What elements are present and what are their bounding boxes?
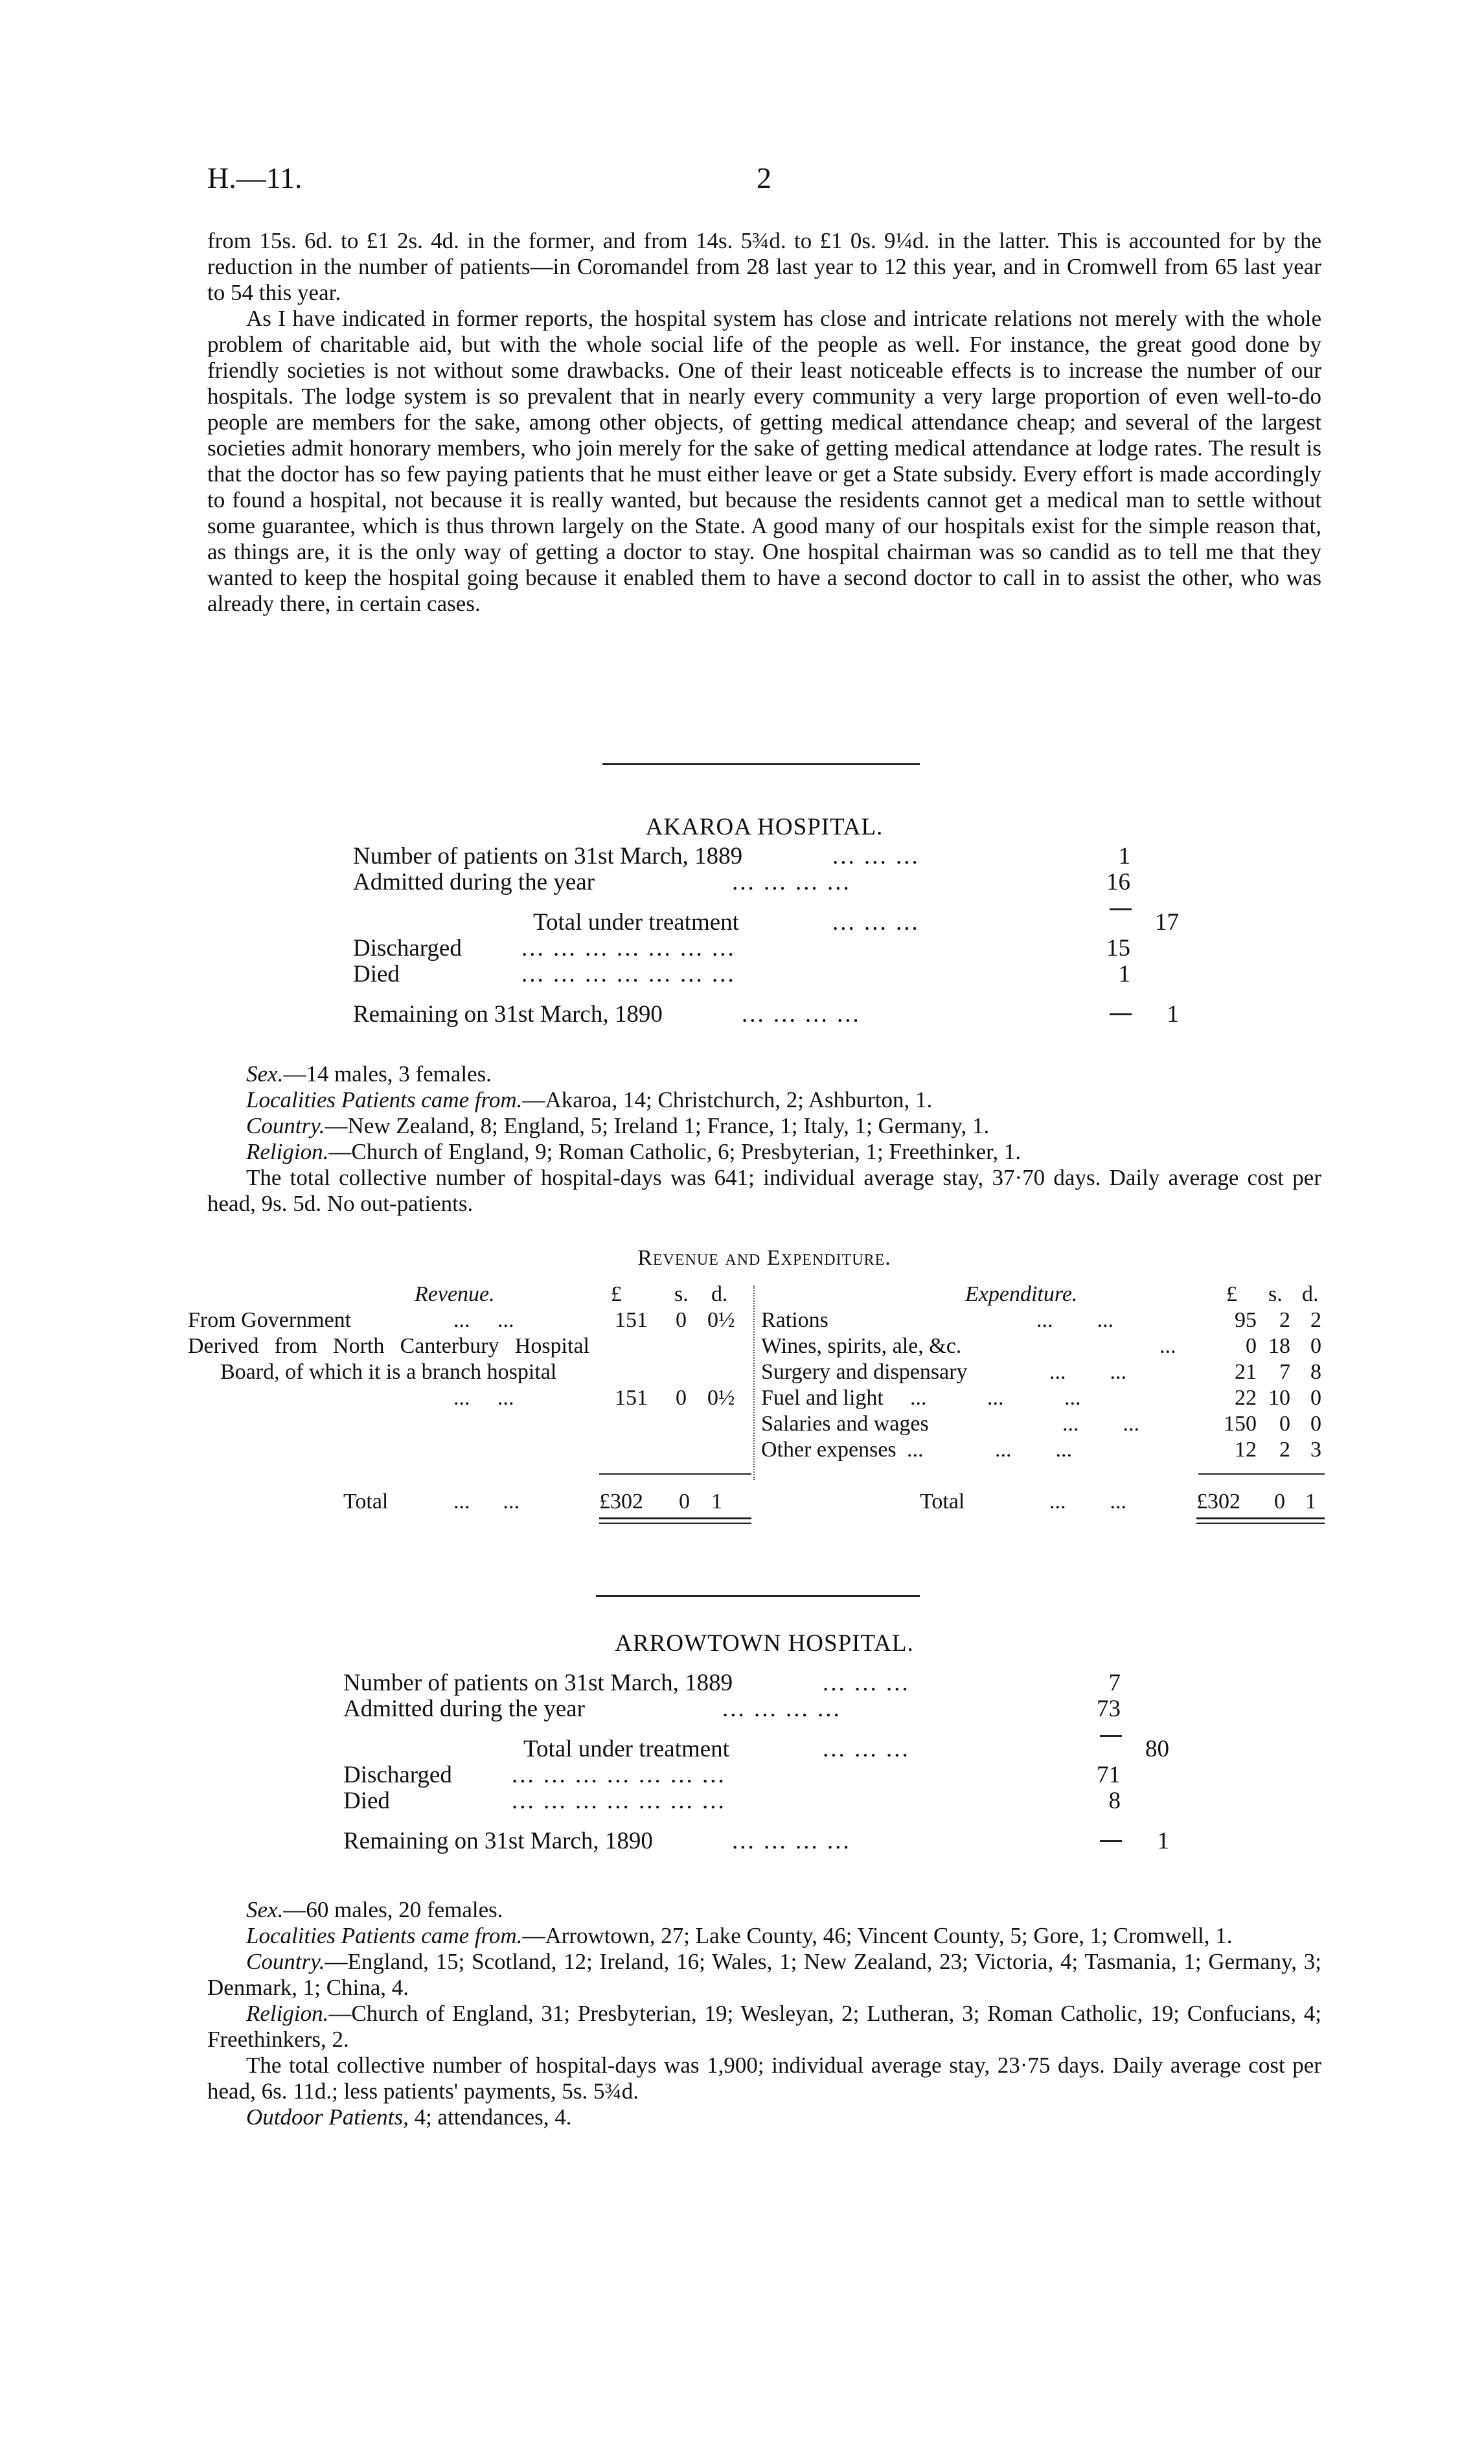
expenditure-heading: Expenditure.	[965, 1282, 1078, 1306]
note-country: Country.—New Zealand, 8; England, 5; Ireland 1; France, 1; Italy, 1; Germany, 1.	[246, 1113, 990, 1138]
stat-value: 17	[1155, 909, 1179, 936]
stat-row: Total under treatment ... ... ... 80	[523, 1736, 1169, 1762]
expenditure-pence: 2	[1310, 1308, 1321, 1332]
total-expenditure-pence: 1	[1305, 1490, 1316, 1514]
total-revenue-shillings: 0	[679, 1490, 690, 1514]
expenditure-pounds: 21	[1235, 1360, 1257, 1384]
revenue-pounds: 151	[615, 1308, 648, 1332]
stat-value: 8	[1108, 1788, 1121, 1814]
expenditure-shillings: 7	[1279, 1360, 1290, 1384]
stat-value: 80	[1145, 1736, 1169, 1762]
report-reference: H.—11.	[207, 161, 303, 194]
akaroa-notes	[207, 1061, 1321, 1217]
stat-value: 73	[1097, 1696, 1121, 1722]
note-summary: The total collective number of hospital-days was 641; individual average stay, 37·70 days. Daily average cost per head, 9s. 5d. No out-patients.	[207, 1165, 1321, 1216]
col-shillings: s.	[1268, 1282, 1283, 1306]
total-revenue-pounds: £302	[599, 1490, 643, 1514]
stat-value: 7	[1108, 1670, 1121, 1696]
revenue-label: Derived from North Canterbury Hospital Board, of which it is a branch hospital	[188, 1334, 589, 1384]
total-revenue-pence: 1	[711, 1490, 722, 1514]
note-religion: Religion.—Church of England, 9; Roman Catholic, 6; Presbyterian, 1; Freethinker, 1.	[246, 1139, 1022, 1164]
col-pounds: £	[611, 1282, 622, 1306]
stat-label: Number of patients on 31st March, 1889	[343, 1670, 733, 1696]
note-outdoor: Outdoor Patients, 4; attendances, 4.	[246, 2104, 572, 2130]
subtotal-rule	[599, 1473, 751, 1475]
stat-row: Discharged ... ... ... ... ... ... ... 15	[353, 935, 1130, 961]
intro-paragraph-2: As I have indicated in former reports, the hospital system has close and intricate relations not merely with the whole problem of charitable aid, but with the whole social life of the people as well. For instance, the great good done by friendly societies is not without some drawbacks. One of their least noticeable effects is to increase the number of our hospitals. The lodge system is so prevalent that in nearly every community a very large proportion of even well-to-do people are members for the sake, among other objects, of getting medical attendance cheap; and several of the largest societies admit honorary members, who join merely for the sake of getting medical attendance at lodge rates. The result is that the doctor has so few paying patients that he must either leave or get a State subsidy. Every effort is made accordingly to found a hospital, not because it is really wanted, but because the residents cannot get a medical man to settle without some guarantee, which is thus thrown largely on the State. A good many of our hospitals exist for the simple reason that, as things are, it is the only way of getting a doctor to stay. One hospital chairman was so candid as to tell me that they wanted to keep the hospital going because it enabled them to have a second doctor to call in to assist the other, who was already there, in certain cases.	[207, 306, 1321, 616]
expenditure-label: Wines, spirits, ale, &c.	[761, 1334, 962, 1358]
revenue-heading: Revenue.	[415, 1282, 495, 1306]
expenditure-pence: 3	[1310, 1438, 1321, 1462]
intro-paragraph-1: from 15s. 6d. to £1 2s. 4d. in the former, and from 14s. 5¾d. to £1 0s. 9¼d. in the latter. This is accounted for by the reduction in the number of patients—in Coromandel from 28 last year to 12 this year, and in Cromwell from 65 last year to 54 this year.	[207, 228, 1321, 305]
note-country: Country.—England, 15; Scotland, 12; Ireland, 16; Wales, 1; New Zealand, 23; Victoria, 4; Tasmania, 1; Germany, 3; Denmark, 1; China, 4.	[207, 1949, 1321, 2000]
stat-row: Number of patients on 31st March, 1889 ... ... ... 7	[343, 1670, 1121, 1696]
section-divider	[596, 1595, 920, 1597]
col-shillings: s.	[674, 1282, 689, 1306]
expenditure-pence: 0	[1310, 1334, 1321, 1358]
stat-value: 1	[1118, 843, 1130, 869]
stat-row: Total under treatment ... ... ... 17	[533, 909, 1179, 936]
note-localities: Localities Patients came from.—Arrowtown, 27; Lake County, 46; Vincent County, 5; Gore, 1; Cromwell, 1.	[246, 1923, 1233, 1948]
stat-label: Remaining on 31st March, 1890	[353, 1001, 663, 1028]
revenue-expenditure-table: Revenue. £ s. d. Expenditure. £ s. d. From Government ... ... 151 0 0½ Derived from North Canterbury Hospital Board, of which it is a branch hospital ... ... 151 0 0½ Rations ... ... 95 2 2 Wines, spirits, ale, &c. ... 0 18 0 Surgery and dispensary ... ... 21 7 8 Fuel and light ... ... ... 22 10 0 Salaries and wages ... ... 150 0 0 Other expenses ... ... ... 12 2 3 Total ... ... £302 0 1 Total ... ... £302 0 1	[0, 1282, 1484, 1554]
stat-value: 1	[1118, 961, 1130, 987]
revenue-pence: 0½	[707, 1308, 735, 1332]
arrowtown-notes	[207, 1897, 1321, 2130]
intro-text	[207, 228, 1321, 617]
stat-row: Admitted during the year ... ... ... ... 16	[353, 869, 1130, 895]
stat-value: 1	[1157, 1828, 1169, 1854]
expenditure-pounds: 150	[1224, 1412, 1257, 1436]
stat-label: Admitted during the year	[343, 1696, 585, 1722]
revenue-shillings: 0	[676, 1386, 687, 1410]
col-pence: d.	[1302, 1282, 1319, 1306]
stat-label: Discharged	[343, 1762, 452, 1788]
stat-label: Remaining on 31st March, 1890	[343, 1828, 653, 1854]
expenditure-shillings: 18	[1268, 1334, 1290, 1358]
expenditure-pounds: 12	[1235, 1438, 1257, 1462]
col-pounds: £	[1226, 1282, 1237, 1306]
stat-row: Discharged ... ... ... ... ... ... ... 71	[343, 1762, 1121, 1788]
stat-value: 16	[1106, 869, 1130, 895]
arrowtown-title: ARROWTOWN HOSPITAL.	[615, 1630, 914, 1657]
stat-label: Died	[343, 1788, 390, 1814]
total-underline	[1196, 1523, 1325, 1524]
col-pence: d.	[711, 1282, 728, 1306]
stat-label: Died	[353, 961, 400, 987]
expenditure-shillings: 2	[1279, 1438, 1290, 1462]
expenditure-pence: 0	[1310, 1412, 1321, 1436]
expenditure-shillings: 2	[1279, 1308, 1290, 1332]
expenditure-pounds: 22	[1235, 1386, 1257, 1410]
expenditure-pence: 0	[1310, 1386, 1321, 1410]
expenditure-label: Other expenses	[761, 1438, 896, 1462]
expenditure-pounds: 0	[1246, 1334, 1257, 1358]
page-number: 2	[757, 161, 771, 194]
total-expenditure-shillings: 0	[1274, 1490, 1285, 1514]
expenditure-shillings: 10	[1268, 1386, 1290, 1410]
akaroa-title: AKAROA HOSPITAL.	[645, 814, 884, 840]
stat-row: Remaining on 31st March, 1890 ... ... ... ... 1	[343, 1828, 1169, 1854]
column-divider	[753, 1285, 755, 1480]
revenue-pounds: 151	[615, 1386, 648, 1410]
note-sex: Sex.—14 males, 3 females.	[246, 1061, 492, 1087]
arrowtown-patient-stats	[343, 1670, 1185, 1854]
expenditure-label: Salaries and wages	[761, 1412, 929, 1436]
stat-label: Total under treatment	[533, 909, 739, 936]
akaroa-patient-stats	[353, 844, 1195, 1028]
revenue-label: From Government	[188, 1308, 352, 1332]
subtotal-rule	[1198, 1473, 1325, 1475]
stat-value: 15	[1106, 935, 1130, 961]
revenue-shillings: 0	[676, 1308, 687, 1332]
stat-value: 1	[1167, 1001, 1179, 1028]
stat-row: Died ... ... ... ... ... ... ... 1	[353, 961, 1130, 987]
revenue-expenditure-title: Revenue and Expenditure.	[637, 1246, 891, 1270]
stat-label: Total under treatment	[523, 1736, 729, 1762]
expenditure-shillings: 0	[1279, 1412, 1290, 1436]
expenditure-pence: 8	[1310, 1360, 1321, 1384]
total-underline	[1196, 1517, 1325, 1519]
revenue-pence: 0½	[707, 1386, 735, 1410]
stat-row: Remaining on 31st March, 1890 ... ... ... ... 1	[353, 1001, 1179, 1028]
stat-label: Discharged	[353, 935, 462, 961]
total-underline	[599, 1523, 751, 1524]
expenditure-pounds: 95	[1235, 1308, 1257, 1332]
stat-row: Admitted during the year ... ... ... ... 73	[343, 1696, 1121, 1722]
total-underline	[599, 1517, 751, 1519]
stat-row: Died ... ... ... ... ... ... ... 8	[343, 1788, 1121, 1814]
note-sex: Sex.—60 males, 20 females.	[246, 1897, 503, 1922]
total-label: Total	[920, 1490, 965, 1514]
total-label: Total	[343, 1490, 389, 1514]
stat-value: 71	[1097, 1762, 1121, 1788]
stat-label: Number of patients on 31st March, 1889	[353, 843, 743, 869]
expenditure-label: Rations	[761, 1308, 828, 1332]
expenditure-label: Surgery and dispensary	[761, 1360, 968, 1384]
expenditure-label: Fuel and light	[761, 1386, 884, 1410]
total-expenditure-pounds: £302	[1196, 1490, 1240, 1514]
note-localities: Localities Patients came from.—Akaroa, 14; Christchurch, 2; Ashburton, 1.	[246, 1087, 933, 1112]
stat-row: Number of patients on 31st March, 1889 ... ... ... 1	[353, 843, 1130, 869]
note-summary: The total collective number of hospital-days was 1,900; individual average stay, 23·75 days. Daily average cost per head, 6s. 11d.; less patients' payments, 5s. 5¾d.	[207, 2053, 1321, 2104]
section-divider	[602, 763, 920, 765]
note-religion: Religion.—Church of England, 31; Presbyterian, 19; Wesleyan, 2; Lutheran, 3; Roman Catholic, 19; Confucians, 4; Freethinkers, 2.	[207, 2001, 1321, 2052]
stat-label: Admitted during the year	[353, 869, 595, 895]
